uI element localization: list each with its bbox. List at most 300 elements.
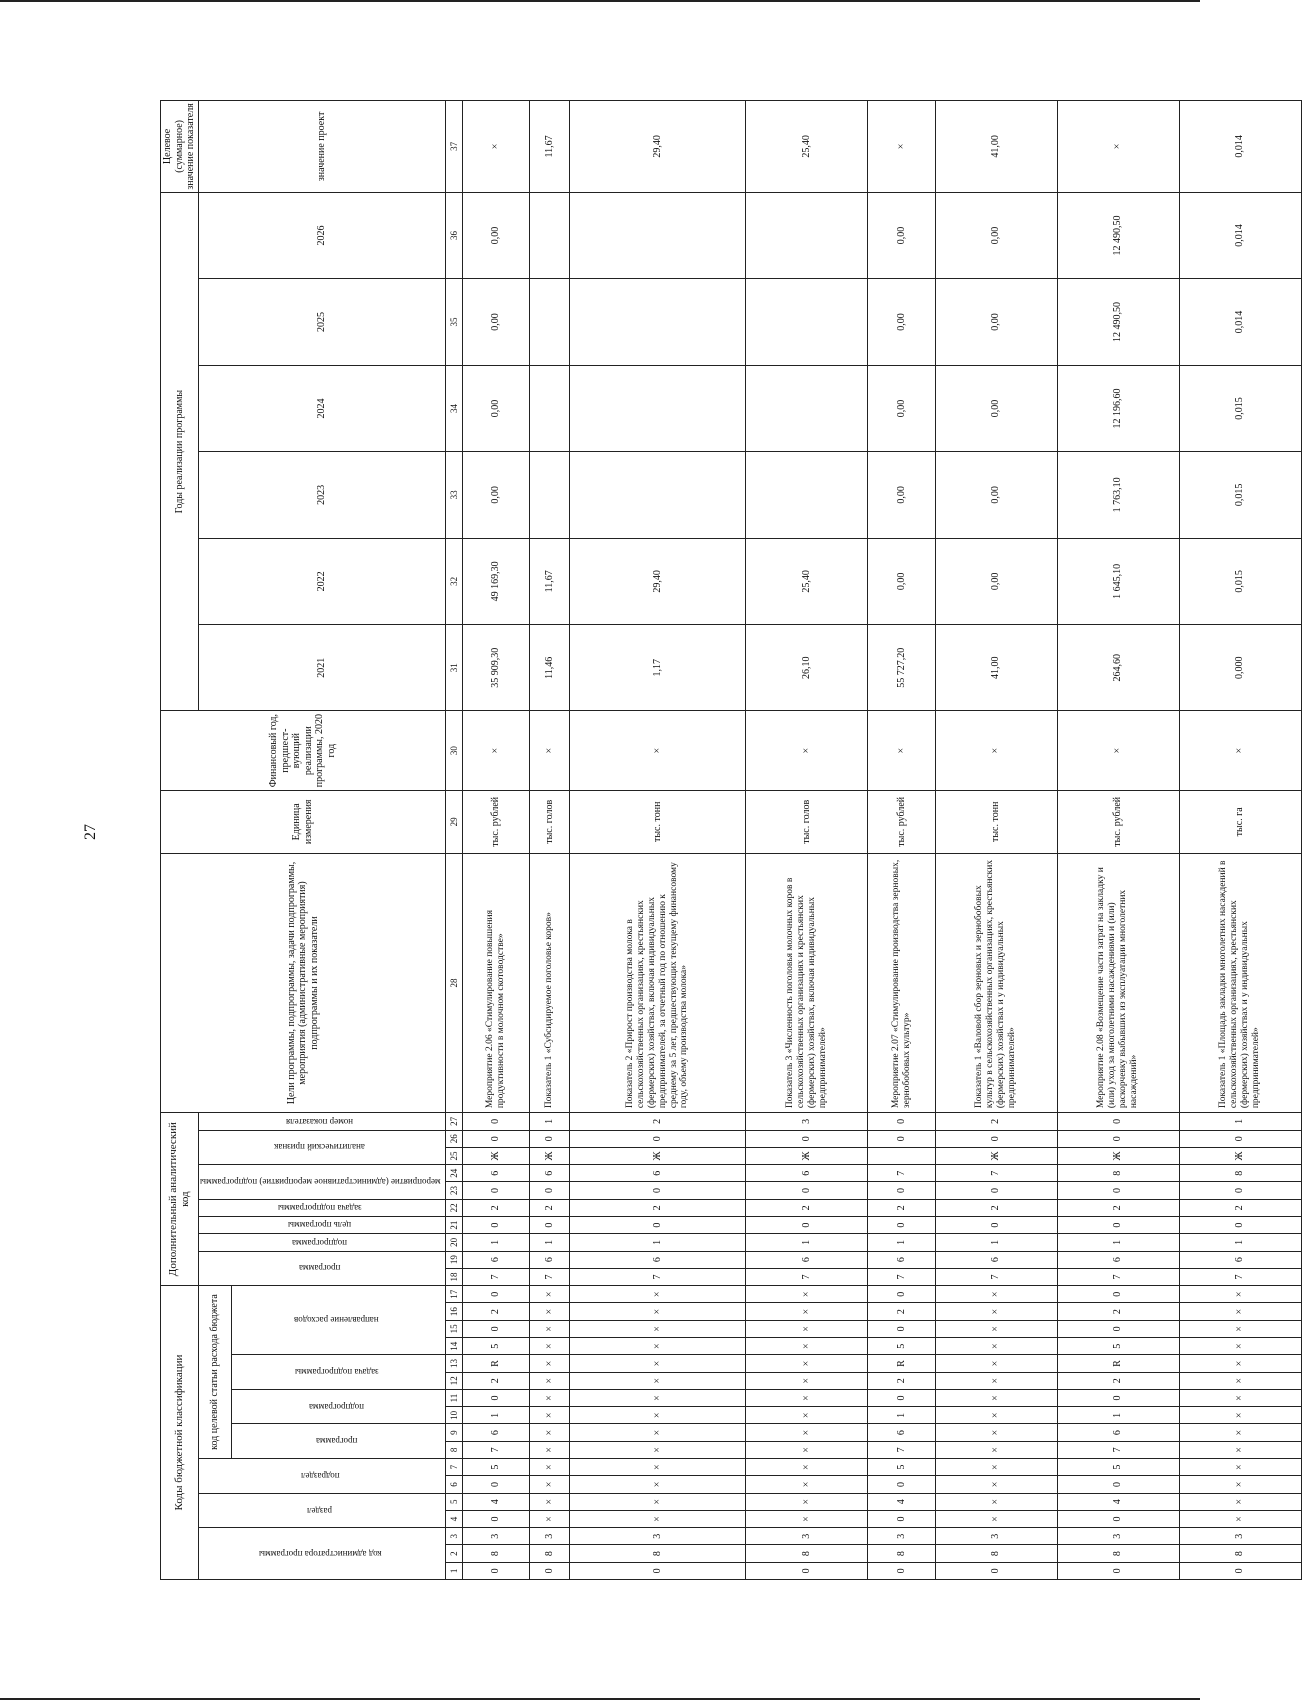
code-cell: 8	[462, 1545, 529, 1562]
code-cell: ×	[746, 1407, 868, 1424]
code-cell: ×	[746, 1303, 868, 1320]
code-cell: 0	[462, 1113, 529, 1130]
code-cell: 2	[529, 1199, 569, 1216]
code-cell: ×	[529, 1355, 569, 1372]
row-year-value: 11,67	[529, 538, 569, 624]
header-a-subprogram-text: подпрограмма	[292, 1237, 348, 1248]
table-row	[569, 101, 746, 1580]
code-cell: Ж	[462, 1147, 529, 1164]
code-cell: 0	[462, 1510, 529, 1527]
code-cell: ×	[529, 1493, 569, 1510]
code-cell: 8	[1179, 1165, 1301, 1182]
column-number: 8	[445, 1441, 462, 1458]
code-cell: 0	[868, 1130, 935, 1147]
row-year-value: 0,00	[868, 538, 935, 624]
code-cell: 1	[529, 1113, 569, 1130]
header-a-sign	[198, 1130, 445, 1165]
code-cell: 2	[1057, 1199, 1179, 1216]
code-cell: 5	[868, 1338, 935, 1355]
row-description: Показатель 1 «Субсидируемое поголовье коров»	[529, 853, 569, 1112]
code-cell: ×	[1179, 1441, 1301, 1458]
column-number: 4	[445, 1510, 462, 1527]
code-cell: ×	[935, 1372, 1057, 1389]
code-cell: 2	[462, 1199, 529, 1216]
header-year-2025: 2025	[198, 279, 445, 365]
column-number: 35	[445, 279, 462, 365]
code-cell: ×	[746, 1493, 868, 1510]
code-cell: 1	[868, 1407, 935, 1424]
row-year-value: 0,00	[868, 279, 935, 365]
header-subsection-text: подраздел	[300, 1470, 340, 1481]
row-target: 29,40	[569, 101, 746, 193]
code-cell: ×	[1179, 1476, 1301, 1493]
code-cell: 2	[569, 1199, 746, 1216]
code-cell: 6	[935, 1251, 1057, 1268]
header-a-program-text: программа	[299, 1263, 341, 1274]
code-cell: 7	[462, 1441, 529, 1458]
code-cell: 2	[868, 1199, 935, 1216]
column-number: 10	[445, 1407, 462, 1424]
row-year-value: 0,00	[935, 279, 1057, 365]
code-cell: 2	[868, 1303, 935, 1320]
header-section-text: раздел	[307, 1505, 333, 1516]
code-cell: ×	[529, 1389, 569, 1406]
code-cell: ×	[1179, 1424, 1301, 1441]
row-year-value: 49 169,30	[462, 538, 529, 624]
code-cell: Ж	[1057, 1147, 1179, 1164]
row-year-value: 35 909,30	[462, 625, 529, 711]
row-description: Мероприятие 2.08 «Возмещение части затрат на закладку и (или) уход за многолетними насаждениями и (или) раскорчевку выбывших из эксплуатации многолетних насаждений»	[1057, 853, 1179, 1112]
column-number: 18	[445, 1268, 462, 1285]
row-year-value	[746, 279, 868, 365]
code-cell: 3	[935, 1528, 1057, 1545]
row-fin-year: ×	[1057, 711, 1179, 790]
column-number: 28	[445, 853, 462, 1112]
header-a-sign-text: аналитический признак	[274, 1142, 366, 1153]
code-cell: ×	[1179, 1510, 1301, 1527]
row-year-value: 0,00	[935, 452, 1057, 538]
header-analytic-code: Дополнительный аналитический код	[161, 1113, 199, 1286]
table-row	[935, 101, 1057, 1580]
code-cell: 3	[746, 1113, 868, 1130]
code-cell: 0	[569, 1216, 746, 1233]
code-cell: 8	[746, 1545, 868, 1562]
code-cell: ×	[935, 1510, 1057, 1527]
column-number: 19	[445, 1251, 462, 1268]
row-year-value: 0,00	[462, 365, 529, 451]
row-year-value: 0,015	[1179, 538, 1301, 624]
header-a-program	[198, 1251, 445, 1286]
code-cell: 0	[868, 1476, 935, 1493]
code-cell: 6	[868, 1424, 935, 1441]
code-cell: ×	[529, 1407, 569, 1424]
code-cell: 0	[935, 1216, 1057, 1233]
code-cell: ×	[935, 1389, 1057, 1406]
code-cell: ×	[935, 1424, 1057, 1441]
row-year-value: 29,40	[569, 538, 746, 624]
rotated-table-wrapper	[160, 100, 1261, 1580]
code-cell: 4	[462, 1493, 529, 1510]
code-cell: 1	[1179, 1234, 1301, 1251]
row-unit: тыс. рублей	[868, 790, 935, 853]
code-cell: ×	[746, 1510, 868, 1527]
code-cell: 0	[1057, 1562, 1179, 1579]
code-cell: 4	[1057, 1493, 1179, 1510]
column-number: 6	[445, 1476, 462, 1493]
row-year-value	[569, 365, 746, 451]
header-subprogram-task-text: задача подпрограммы	[294, 1367, 379, 1378]
code-cell: ×	[935, 1407, 1057, 1424]
code-cell: ×	[569, 1303, 746, 1320]
code-cell: 0	[462, 1286, 529, 1303]
column-number: 25	[445, 1147, 462, 1164]
code-cell: ×	[746, 1372, 868, 1389]
code-cell: 7	[1057, 1268, 1179, 1285]
row-unit: тыс. га	[1179, 790, 1301, 853]
row-fin-year: ×	[569, 711, 746, 790]
column-number: 36	[445, 192, 462, 278]
header-a-indicator-no-text: номер показателя	[286, 1116, 354, 1127]
code-cell: ×	[569, 1355, 746, 1372]
code-cell: 0	[868, 1389, 935, 1406]
code-cell: 5	[868, 1459, 935, 1476]
code-cell: 7	[868, 1268, 935, 1285]
code-cell: ×	[569, 1424, 746, 1441]
row-year-value	[529, 192, 569, 278]
code-cell: ×	[1179, 1355, 1301, 1372]
row-target: ×	[1057, 101, 1179, 193]
code-cell: 0	[1179, 1216, 1301, 1233]
column-number: 1	[445, 1562, 462, 1579]
code-cell: 8	[1057, 1165, 1179, 1182]
row-year-value	[746, 192, 868, 278]
code-cell: ×	[935, 1320, 1057, 1337]
column-number: 32	[445, 538, 462, 624]
code-cell: 6	[529, 1251, 569, 1268]
row-year-value	[569, 279, 746, 365]
code-cell: 0	[1057, 1510, 1179, 1527]
code-cell: 0	[529, 1562, 569, 1579]
column-number-row	[445, 101, 462, 1580]
row-year-value: 12 490,50	[1057, 279, 1179, 365]
code-cell: Ж	[1179, 1147, 1301, 1164]
code-cell: 6	[746, 1165, 868, 1182]
row-description: Показатель 1 «Валовой сбор зерновых и зернобобовых культур в сельскохозяйственных организациях, крестьянских (фермерских) хозяйствах и у индивидуальных предпринимателей»	[935, 853, 1057, 1112]
code-cell: ×	[529, 1459, 569, 1476]
code-cell: 0	[746, 1130, 868, 1147]
code-cell: 5	[1057, 1338, 1179, 1355]
header-subprogram	[232, 1389, 445, 1424]
header-target-sub: значение проект	[198, 101, 445, 193]
row-year-value: 264,60	[1057, 625, 1179, 711]
code-cell: 6	[1057, 1251, 1179, 1268]
code-cell: 7	[935, 1268, 1057, 1285]
code-cell: 3	[1179, 1528, 1301, 1545]
code-cell: 3	[1057, 1528, 1179, 1545]
code-cell: 0	[746, 1216, 868, 1233]
row-year-value	[746, 452, 868, 538]
code-cell: 5	[1057, 1459, 1179, 1476]
code-cell: 6	[462, 1251, 529, 1268]
table-row	[529, 101, 569, 1580]
code-cell: 7	[529, 1268, 569, 1285]
code-cell: ×	[1179, 1372, 1301, 1389]
header-year-2022: 2022	[198, 538, 445, 624]
row-target: 11,67	[529, 101, 569, 193]
code-cell: 0	[868, 1286, 935, 1303]
code-cell: 6	[569, 1165, 746, 1182]
code-cell: ×	[1179, 1389, 1301, 1406]
code-cell: 7	[746, 1268, 868, 1285]
code-cell: ×	[935, 1355, 1057, 1372]
code-cell: 4	[868, 1493, 935, 1510]
row-year-value	[529, 279, 569, 365]
code-cell: 0	[462, 1389, 529, 1406]
code-cell: 5	[462, 1459, 529, 1476]
code-cell: Ж	[746, 1147, 868, 1164]
code-cell: ×	[746, 1441, 868, 1458]
code-cell: ×	[569, 1476, 746, 1493]
row-description: Мероприятие 2.07 «Стимулирование производства зерновых, зернобобовых культур»	[868, 853, 935, 1112]
code-cell: 0	[868, 1562, 935, 1579]
row-unit: тыс. голов	[746, 790, 868, 853]
code-cell: 2	[868, 1372, 935, 1389]
code-cell: ×	[746, 1355, 868, 1372]
code-cell: 1	[746, 1234, 868, 1251]
code-cell: ×	[935, 1286, 1057, 1303]
code-cell: 6	[462, 1424, 529, 1441]
row-target: ×	[868, 101, 935, 193]
code-cell: 8	[529, 1545, 569, 1562]
code-cell: 0	[569, 1130, 746, 1147]
code-cell: 0	[746, 1562, 868, 1579]
code-cell: 2	[1057, 1303, 1179, 1320]
code-cell: 2	[935, 1199, 1057, 1216]
code-cell: 3	[746, 1528, 868, 1545]
row-unit: тыс. тонн	[569, 790, 746, 853]
row-year-value: 55 727,20	[868, 625, 935, 711]
code-cell: 3	[868, 1528, 935, 1545]
code-cell: 2	[935, 1113, 1057, 1130]
row-unit: тыс. рублей	[462, 790, 529, 853]
row-year-value	[746, 365, 868, 451]
code-cell: ×	[746, 1389, 868, 1406]
column-number: 15	[445, 1320, 462, 1337]
code-cell: ×	[746, 1424, 868, 1441]
code-cell: 1	[462, 1407, 529, 1424]
code-cell: 0	[1057, 1182, 1179, 1199]
code-cell: 2	[462, 1303, 529, 1320]
row-description: Показатель 1 «Площадь закладки многолетних насаждений в сельскохозяйственных организациях, крестьянских (фермерских) хозяйствах и у индивидуальных предпринимателей»	[1179, 853, 1301, 1112]
row-year-value: 1 645,10	[1057, 538, 1179, 624]
column-number: 13	[445, 1355, 462, 1372]
code-cell: 1	[1179, 1113, 1301, 1130]
header-subprogram-text: подпрограмма	[309, 1401, 365, 1412]
row-year-value: 41,00	[935, 625, 1057, 711]
code-cell: R	[1057, 1355, 1179, 1372]
code-cell: ×	[1179, 1459, 1301, 1476]
row-year-value	[569, 452, 746, 538]
row-year-value: 0,00	[935, 192, 1057, 278]
code-cell: 2	[1179, 1199, 1301, 1216]
code-cell: 0	[529, 1130, 569, 1147]
code-cell: ×	[935, 1441, 1057, 1458]
row-fin-year: ×	[462, 711, 529, 790]
row-fin-year: ×	[935, 711, 1057, 790]
table-row	[868, 101, 935, 1580]
row-year-value: 11,46	[529, 625, 569, 711]
header-a-event-text: мероприятие (административное мероприятие) подпрограммы	[199, 1177, 441, 1188]
header-year-2023: 2023	[198, 452, 445, 538]
code-cell: 0	[1179, 1182, 1301, 1199]
row-fin-year: ×	[1179, 711, 1301, 790]
header-year-2026: 2026	[198, 192, 445, 278]
header-a-goal	[198, 1216, 445, 1233]
program-table	[160, 100, 1302, 1580]
header-program	[232, 1424, 445, 1459]
code-cell: Ж	[935, 1147, 1057, 1164]
row-unit: тыс. голов	[529, 790, 569, 853]
code-cell: ×	[569, 1407, 746, 1424]
code-cell: 1	[462, 1234, 529, 1251]
row-unit: тыс. тонн	[935, 790, 1057, 853]
header-program-text: программа	[316, 1436, 358, 1447]
row-year-value: 0,00	[868, 452, 935, 538]
code-cell: 1	[868, 1234, 935, 1251]
code-cell: 5	[462, 1338, 529, 1355]
code-cell: 0	[462, 1320, 529, 1337]
row-year-value: 0,014	[1179, 279, 1301, 365]
row-year-value: 12 196,60	[1057, 365, 1179, 451]
code-cell: ×	[529, 1320, 569, 1337]
code-cell: 0	[1057, 1389, 1179, 1406]
code-cell: ×	[569, 1459, 746, 1476]
code-cell: 1	[935, 1234, 1057, 1251]
header-target: Целевое (суммарное) значение показателя	[161, 101, 199, 193]
code-cell: ×	[569, 1510, 746, 1527]
code-cell: 7	[868, 1441, 935, 1458]
code-cell: 6	[462, 1165, 529, 1182]
column-number: 16	[445, 1303, 462, 1320]
code-cell: 6	[1179, 1251, 1301, 1268]
header-expense-direction	[232, 1286, 445, 1355]
row-year-value: 0,00	[935, 365, 1057, 451]
table-row	[1057, 101, 1179, 1580]
header-unit: Единица измерения	[161, 790, 446, 853]
code-cell: 8	[569, 1545, 746, 1562]
scan-edge-bottom	[0, 1698, 1200, 1700]
code-cell: 6	[529, 1165, 569, 1182]
code-cell: ×	[529, 1372, 569, 1389]
row-year-value: 0,015	[1179, 365, 1301, 451]
row-target: 41,00	[935, 101, 1057, 193]
table-row	[1179, 101, 1301, 1580]
header-admin-code-text: код администратора программы	[258, 1548, 382, 1559]
column-number: 3	[445, 1528, 462, 1545]
code-cell: 1	[1057, 1407, 1179, 1424]
code-cell: 0	[569, 1182, 746, 1199]
row-year-value	[529, 365, 569, 451]
row-year-value	[529, 452, 569, 538]
row-year-value: 0,00	[462, 192, 529, 278]
code-cell: ×	[569, 1338, 746, 1355]
code-cell: 0	[529, 1182, 569, 1199]
code-cell: ×	[746, 1286, 868, 1303]
code-cell: 0	[935, 1562, 1057, 1579]
code-cell: ×	[529, 1476, 569, 1493]
row-year-value: 1,17	[569, 625, 746, 711]
code-cell: 6	[746, 1251, 868, 1268]
row-year-value: 25,40	[746, 538, 868, 624]
code-cell: R	[868, 1355, 935, 1372]
code-cell: 6	[569, 1251, 746, 1268]
code-cell: 3	[569, 1528, 746, 1545]
code-cell	[868, 1147, 935, 1164]
code-cell: ×	[935, 1493, 1057, 1510]
code-cell: 7	[935, 1165, 1057, 1182]
code-cell: ×	[746, 1459, 868, 1476]
code-cell: 7	[1057, 1441, 1179, 1458]
row-year-value	[569, 192, 746, 278]
column-number: 26	[445, 1130, 462, 1147]
code-cell: ×	[1179, 1303, 1301, 1320]
column-number: 11	[445, 1389, 462, 1406]
row-fin-year: ×	[868, 711, 935, 790]
code-cell: 8	[868, 1545, 935, 1562]
column-number: 27	[445, 1113, 462, 1130]
header-section	[198, 1493, 445, 1528]
code-cell: ×	[1179, 1286, 1301, 1303]
header-expense-direction-text: направление расходов	[294, 1315, 380, 1326]
row-fin-year: ×	[746, 711, 868, 790]
code-cell: ×	[529, 1286, 569, 1303]
row-description: Показатель 2 «Прирост производства молока в сельскохозяйственных организациях, крестьянских (фермерских) хозяйствах, включая индивидуальных предпринимателей, за отчетный год по отношению к среднему за 5 лет, предшествующих текущему финансовому году, объему производства молока»	[569, 853, 746, 1112]
header-years-group: Годы реализации программы	[161, 192, 199, 711]
column-number: 37	[445, 101, 462, 193]
column-number: 22	[445, 1199, 462, 1216]
header-budget-codes: Коды бюджетной классификации	[161, 1286, 199, 1580]
code-cell: 6	[1057, 1424, 1179, 1441]
code-cell: ×	[746, 1320, 868, 1337]
code-cell: ×	[935, 1476, 1057, 1493]
code-cell: 0	[935, 1130, 1057, 1147]
header-subprogram-task	[232, 1355, 445, 1390]
row-description: Показатель 3 «Численность поголовья молочных коров в сельскохозяйственных организациях и крестьянских (фермерских) хозяйствах, включая индивидуальных предпринимателей»	[746, 853, 868, 1112]
code-cell: ×	[529, 1424, 569, 1441]
code-cell: ×	[529, 1510, 569, 1527]
header-subsection	[198, 1459, 445, 1494]
code-cell: 0	[1179, 1130, 1301, 1147]
page-number: 27	[82, 824, 99, 840]
header-year-2024: 2024	[198, 365, 445, 451]
column-number: 2	[445, 1545, 462, 1562]
code-cell: 0	[462, 1130, 529, 1147]
code-cell: 0	[1057, 1476, 1179, 1493]
row-year-value: 1 763,10	[1057, 452, 1179, 538]
code-cell: 8	[935, 1545, 1057, 1562]
code-cell: 0	[1057, 1320, 1179, 1337]
row-year-value: 0,00	[462, 279, 529, 365]
row-year-value: 0,000	[1179, 625, 1301, 711]
code-cell: 1	[569, 1234, 746, 1251]
code-cell: ×	[529, 1441, 569, 1458]
code-cell: 0	[1057, 1216, 1179, 1233]
header-a-goal-text: цель программы	[288, 1220, 352, 1231]
code-cell: 0	[868, 1113, 935, 1130]
column-number: 14	[445, 1338, 462, 1355]
code-cell: 0	[1179, 1562, 1301, 1579]
column-number: 31	[445, 625, 462, 711]
